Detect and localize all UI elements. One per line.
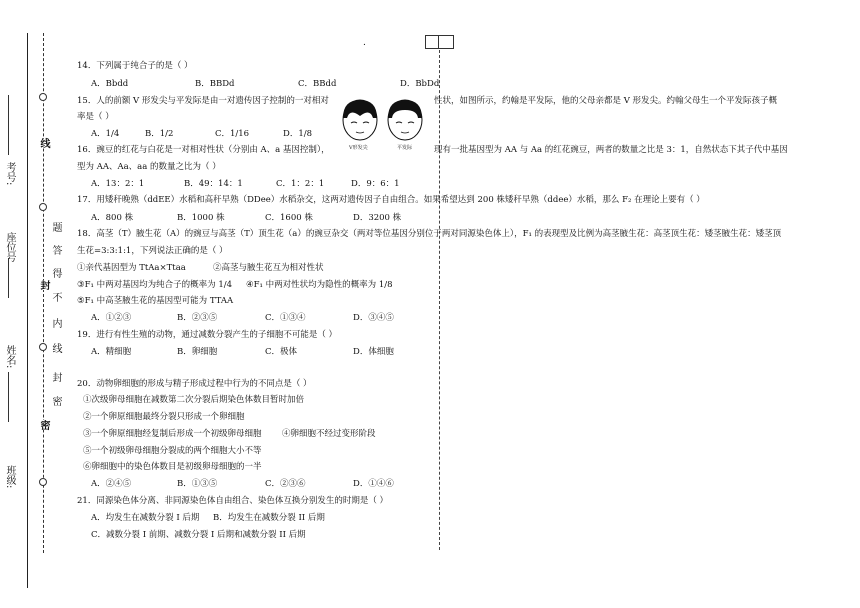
question-17-option-a: A．800 株 xyxy=(91,213,134,223)
binding-dashed-line xyxy=(43,33,44,553)
question-17-option-b: B．1000 株 xyxy=(177,213,225,223)
question-20-option-d: D．①④⑥ xyxy=(353,479,394,489)
seal-text-line: 线 xyxy=(38,138,49,148)
header-dot: . xyxy=(363,38,366,48)
label-exam-no: 考号: xyxy=(4,162,15,186)
question-15-stem-part2: 性状，如图所示，约翰是平发际，他的父母亲都是 V 形发尖。约翰父母生一个平发际孩子概 xyxy=(434,96,778,106)
label-seat-no: 座位号 xyxy=(4,232,15,262)
question-18-item-3: ③F₁ 中两对基因均为纯合子的概率为 1/4 xyxy=(77,280,233,290)
binding-hole xyxy=(39,343,47,351)
question-15-option-a: A．1/4 xyxy=(91,129,120,139)
question-14-option-c: C．BBdd xyxy=(298,79,337,89)
question-20-option-a: A．②④⑤ xyxy=(91,479,132,489)
question-20-item-2: ②一个卵原细胞最终分裂只形成一个卵细胞 xyxy=(83,412,245,422)
question-18-item-2: ②高茎与腋生花互为相对性状 xyxy=(213,263,324,273)
question-21-stem: 21．同源染色体分离、非同源染色体自由组合、染色体互换分别发生的时期是（ ） xyxy=(77,496,389,506)
question-18-option-c: C．①③④ xyxy=(265,313,306,323)
question-18-stem-part2: 生花=3:3:1:1，下列说法正确的是（ ） xyxy=(77,246,228,256)
question-19-option-a: A．精细胞 xyxy=(91,347,132,357)
question-20-option-b: B．①③⑤ xyxy=(177,479,218,489)
question-16-stem-part1: 16．豌豆的红花与白花是一对相对性状（分别由 A、a 基因控制）， xyxy=(77,145,330,155)
name-blank xyxy=(8,372,9,422)
column-divider xyxy=(439,50,440,550)
question-17-option-d: D．3200 株 xyxy=(353,213,402,223)
question-20-stem: 20．动物卵细胞的形成与精子形成过程中行为的不同点是（ ） xyxy=(77,379,312,389)
question-21-option-a: A．均发生在减数分裂 I 后期 xyxy=(91,513,200,523)
question-20-item-4: ④卵细胞不经过变形阶段 xyxy=(282,429,376,439)
binding-hole xyxy=(39,93,47,101)
seal-text: 得 xyxy=(50,268,61,278)
question-14-option-d: D．BbDd xyxy=(400,79,440,89)
label-class: 班级: xyxy=(4,465,15,489)
question-20-item-1: ①次级卵母细胞在减数第二次分裂后期染色体数目暂时加倍 xyxy=(83,395,305,405)
question-15-option-b: B．1/2 xyxy=(145,129,174,139)
question-20-option-c: C．②③⑥ xyxy=(265,479,306,489)
question-14-option-a: A．Bbdd xyxy=(91,79,129,89)
question-15-stem-part1: 15．人的前额 V 形发尖与平发际是由一对遗传因子控制的一对相对 xyxy=(77,96,329,106)
question-20-item-3: ③一个卵原细胞经复制后形成一个初级卵母细胞 xyxy=(83,429,262,439)
question-18-option-b: B．②③⑤ xyxy=(177,313,218,323)
question-16-option-a: A．13：2：1 xyxy=(91,179,145,189)
seal-text: 密 xyxy=(38,420,49,430)
question-18-item-4: ④F₁ 中两对性状均为隐性的概率为 1/8 xyxy=(246,280,393,290)
seal-text: 封 xyxy=(50,372,61,382)
question-14-stem: 14．下列属于纯合子的是（ ） xyxy=(77,61,193,71)
seal-text: 封 xyxy=(38,280,49,290)
question-19-stem: 19．进行有性生殖的动物，通过减数分裂产生的子细胞不可能是（ ） xyxy=(77,330,338,340)
question-19-option-c: C．极体 xyxy=(265,347,298,357)
question-19-option-b: B．卵细胞 xyxy=(177,347,218,357)
question-16-option-d: D．9：6：1 xyxy=(351,179,400,189)
question-18-item-5: ⑤F₁ 中高茎腋生花的基因型可能为 TTAA xyxy=(77,296,234,306)
exam-no-blank xyxy=(8,95,9,155)
question-21-option-c: C．减数分裂 I 前期、减数分裂 I 后期和减数分裂 II 后期 xyxy=(91,530,306,540)
question-14-option-b: B．BBDd xyxy=(195,79,235,89)
binding-solid-line xyxy=(27,33,28,588)
figure-label-straight-hairline: 平发际 xyxy=(397,145,413,151)
question-18-option-a: A．①②③ xyxy=(91,313,132,323)
binding-hole xyxy=(39,203,47,211)
question-16-option-c: C．1：2：1 xyxy=(276,179,325,189)
seal-text: 内 xyxy=(50,318,61,328)
seal-text: 答 xyxy=(50,245,61,255)
seal-text: 不 xyxy=(50,292,61,302)
question-18-option-d: D．③④⑤ xyxy=(353,313,394,323)
question-15-stem-part3: 率是（ ） xyxy=(77,112,114,122)
question-18-item-1: ①亲代基因型为 TtAa×Ttaa xyxy=(77,263,186,273)
binding-hole xyxy=(39,478,47,486)
figure-label-v-hairline: V形发尖 xyxy=(349,145,368,151)
hairline-figure xyxy=(337,96,429,154)
question-20-item-6: ⑥卵细胞中的染色体数目是初级卵母细胞的一半 xyxy=(83,462,262,472)
page-number-box xyxy=(425,35,454,49)
question-20-item-5: ⑤一个初级卵母细胞分裂成的两个细胞大小不等 xyxy=(83,446,262,456)
question-16-option-b: B．49：14：1 xyxy=(184,179,243,189)
seal-text: 题 xyxy=(50,222,61,232)
question-16-stem-part2: 现有一批基因型为 AA 与 Aa 的红花豌豆，两者的数量之比是 3：1，自然状态下其子代中基因 xyxy=(434,145,788,155)
question-18-stem-part1: 18．高茎（T）腋生花（A）的豌豆与高茎（T）顶生花（a）的豌豆杂交（两对等位基因分别位于两对同源染色体上），F₁ 的表现型及比例为高茎腋生花：高茎顶生花：矮茎腋生花：矮茎顶 xyxy=(77,229,782,239)
seat-no-blank xyxy=(8,258,9,298)
question-15-option-d: D．1/8 xyxy=(283,129,312,139)
question-16-stem-part3: 型为 AA、Aa、aa 的数量之比为（ ） xyxy=(77,162,221,172)
question-19-option-d: D．体细胞 xyxy=(353,347,394,357)
seal-text: 线 xyxy=(50,343,61,353)
label-name: 姓名: xyxy=(4,345,15,369)
question-17-stem: 17．用矮秆晚熟（ddEE）水稻和高秆早熟（DDee）水稻杂交，这两对遗传因子自由组合。如果希望达到 200 株矮秆早熟（ddee）水稻，那么 F₂ 在理论上要有（ ） xyxy=(77,195,705,205)
question-21-option-b: B．均发生在减数分裂 II 后期 xyxy=(213,513,325,523)
question-17-option-c: C．1600 株 xyxy=(265,213,313,223)
question-15-option-c: C．1/16 xyxy=(215,129,250,139)
seal-text: 密 xyxy=(50,396,61,406)
